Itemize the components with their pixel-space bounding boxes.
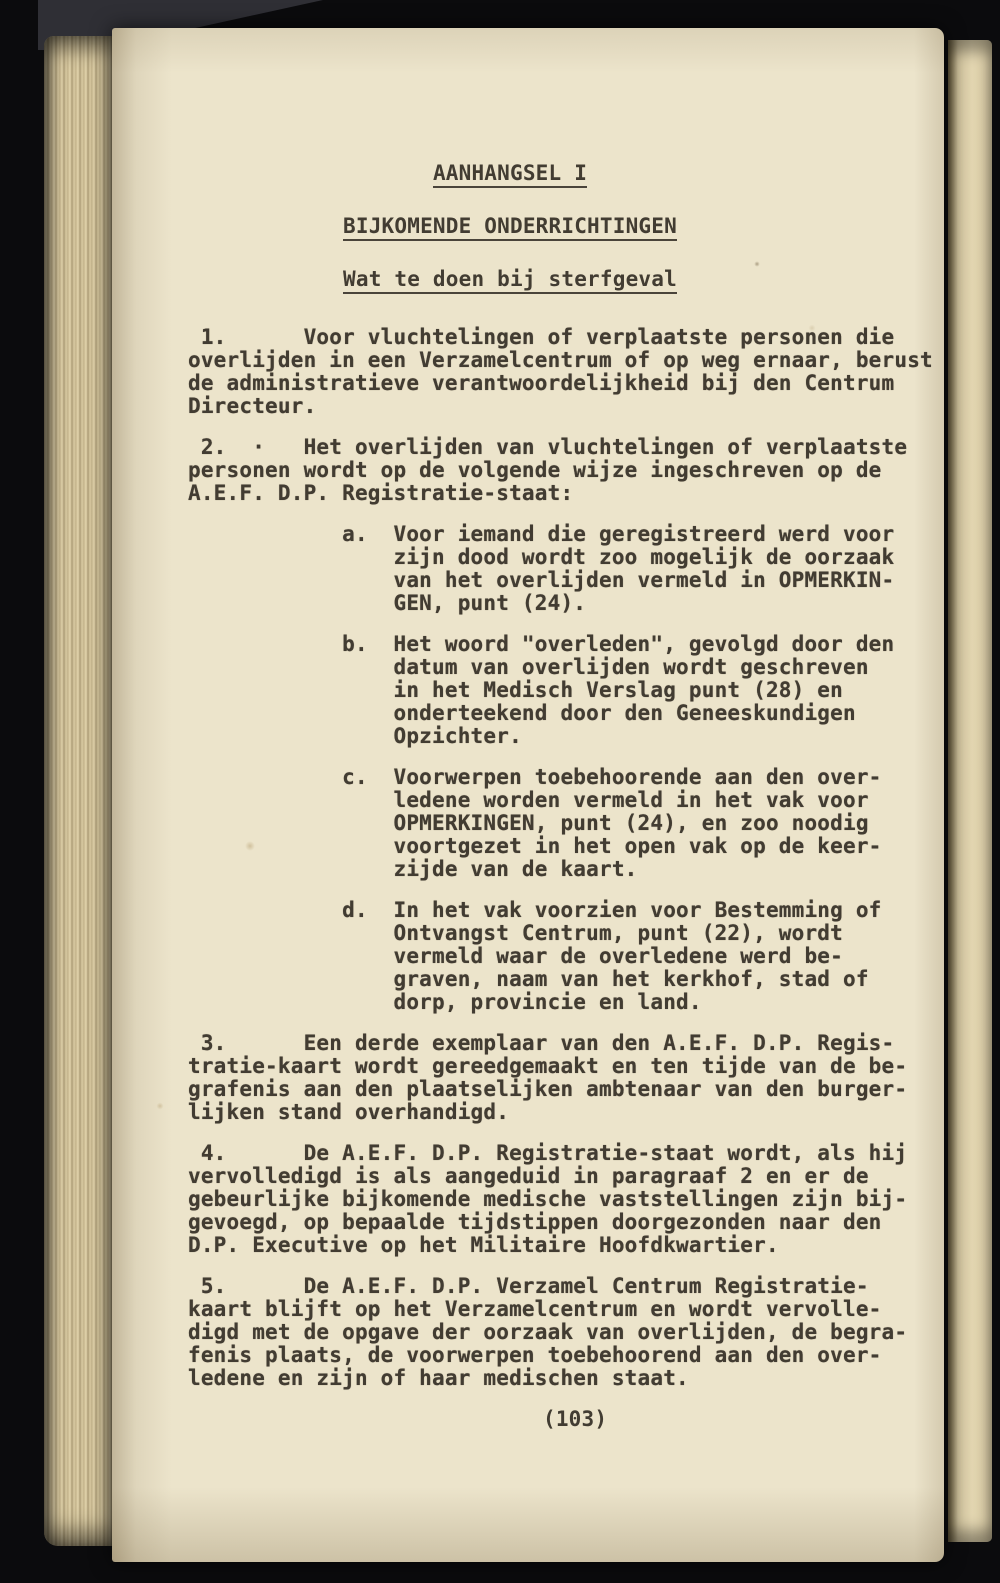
page-edge-stack bbox=[44, 36, 116, 1546]
text-line: personen wordt op de volgende wijze ingeschreven op de bbox=[188, 458, 882, 482]
text-line: zijn dood wordt zoo mogelijk de oorzaak bbox=[188, 545, 895, 569]
text-line: Opzichter. bbox=[188, 724, 522, 748]
subtitle-sterfgeval: Wat te doen bij sterfgeval bbox=[343, 268, 677, 294]
list-item-a bbox=[188, 523, 944, 615]
paragraph-4 bbox=[188, 1142, 944, 1257]
text-line: A.E.F. D.P. Registratie-staat: bbox=[188, 481, 574, 505]
text-line: digd met de opgave der oorzaak van overlijden, de begra- bbox=[188, 1320, 908, 1344]
next-page-edge bbox=[948, 40, 992, 1542]
text-line: onderteekend door den Geneeskundigen bbox=[188, 701, 856, 725]
text-line: fenis plaats, de voorwerpen toebehoorend aan den over- bbox=[188, 1343, 882, 1367]
text-line: GEN, punt (24). bbox=[188, 591, 587, 615]
text-line: ledene en zijn of haar medischen staat. bbox=[188, 1366, 689, 1390]
text-line: a. Voor iemand die geregistreerd werd voor bbox=[188, 522, 895, 546]
text-line: d. In het vak voorzien voor Bestemming of bbox=[188, 898, 882, 922]
page-content bbox=[112, 28, 944, 1562]
text-line: lijken stand overhandigd. bbox=[188, 1100, 510, 1124]
topic-wrap bbox=[188, 267, 832, 294]
subtitle-onderrichtingen: BIJKOMENDE ONDERRICHTINGEN bbox=[343, 215, 677, 241]
text-line: datum van overlijden wordt geschreven bbox=[188, 655, 869, 679]
text-line: D.P. Executive op het Militaire Hoofdkwartier. bbox=[188, 1233, 779, 1257]
text-line: in het Medisch Verslag punt (28) en bbox=[188, 678, 843, 702]
page-number: (103) bbox=[543, 1407, 608, 1431]
text-line: vermeld waar de overledene werd be- bbox=[188, 944, 843, 968]
subtitle-wrap bbox=[188, 214, 832, 241]
text-line: voortgezet in het open vak op de keer- bbox=[188, 834, 882, 858]
text-line: 2. · Het overlijden van vluchtelingen of verplaatste bbox=[188, 435, 908, 459]
paragraph-5 bbox=[188, 1275, 944, 1390]
list-item-b bbox=[188, 633, 944, 748]
text-line: overlijden in een Verzamelcentrum of op weg ernaar, berust bbox=[188, 348, 933, 372]
text-line: 1. Voor vluchtelingen of verplaatste personen die bbox=[188, 325, 895, 349]
text-line: gevoegd, op bepaalde tijdstippen doorgezonden naar den bbox=[188, 1210, 882, 1234]
text-line: c. Voorwerpen toebehoorende aan den over- bbox=[188, 765, 882, 789]
text-line: dorp, provincie en land. bbox=[188, 990, 702, 1014]
text-line: Ontvangst Centrum, punt (22), wordt bbox=[188, 921, 843, 945]
text-line: de administratieve verantwoordelijkheid bij den Centrum bbox=[188, 371, 895, 395]
paragraph-1 bbox=[188, 326, 944, 418]
text-line: 5. De A.E.F. D.P. Verzamel Centrum Registratie- bbox=[188, 1274, 869, 1298]
text-line: b. Het woord "overleden", gevolgd door den bbox=[188, 632, 895, 656]
list-item-d bbox=[188, 899, 944, 1014]
appendix-title: AANHANGSEL I bbox=[433, 162, 587, 188]
text-line: grafenis aan den plaatselijken ambtenaar van den burger- bbox=[188, 1077, 908, 1101]
text-line: tratie-kaart wordt gereedgemaakt en ten tijde van de be- bbox=[188, 1054, 908, 1078]
text-line: ledene worden vermeld in het vak voor bbox=[188, 788, 869, 812]
text-line: graven, naam van het kerkhof, stad of bbox=[188, 967, 869, 991]
text-line: van het overlijden vermeld in OPMERKIN- bbox=[188, 568, 895, 592]
text-line: gebeurlijke bijkomende medische vaststellingen zijn bij- bbox=[188, 1187, 908, 1211]
text-line: kaart blijft op het Verzamelcentrum en wordt vervolle- bbox=[188, 1297, 882, 1321]
text-line: zijde van de kaart. bbox=[188, 857, 638, 881]
document-page bbox=[112, 28, 944, 1562]
text-line: 4. De A.E.F. D.P. Registratie-staat wordt, als hij bbox=[188, 1141, 908, 1165]
appendix-title-wrap bbox=[188, 161, 832, 188]
paragraph-2 bbox=[188, 436, 944, 505]
text-line: OPMERKINGEN, punt (24), en zoo noodig bbox=[188, 811, 869, 835]
list-item-c bbox=[188, 766, 944, 881]
paragraph-3 bbox=[188, 1032, 944, 1124]
text-line: 3. Een derde exemplaar van den A.E.F. D.P. Regis- bbox=[188, 1031, 895, 1055]
text-line: vervolledigd is als aangeduid in paragraaf 2 en er de bbox=[188, 1164, 869, 1188]
text-line: Directeur. bbox=[188, 394, 317, 418]
